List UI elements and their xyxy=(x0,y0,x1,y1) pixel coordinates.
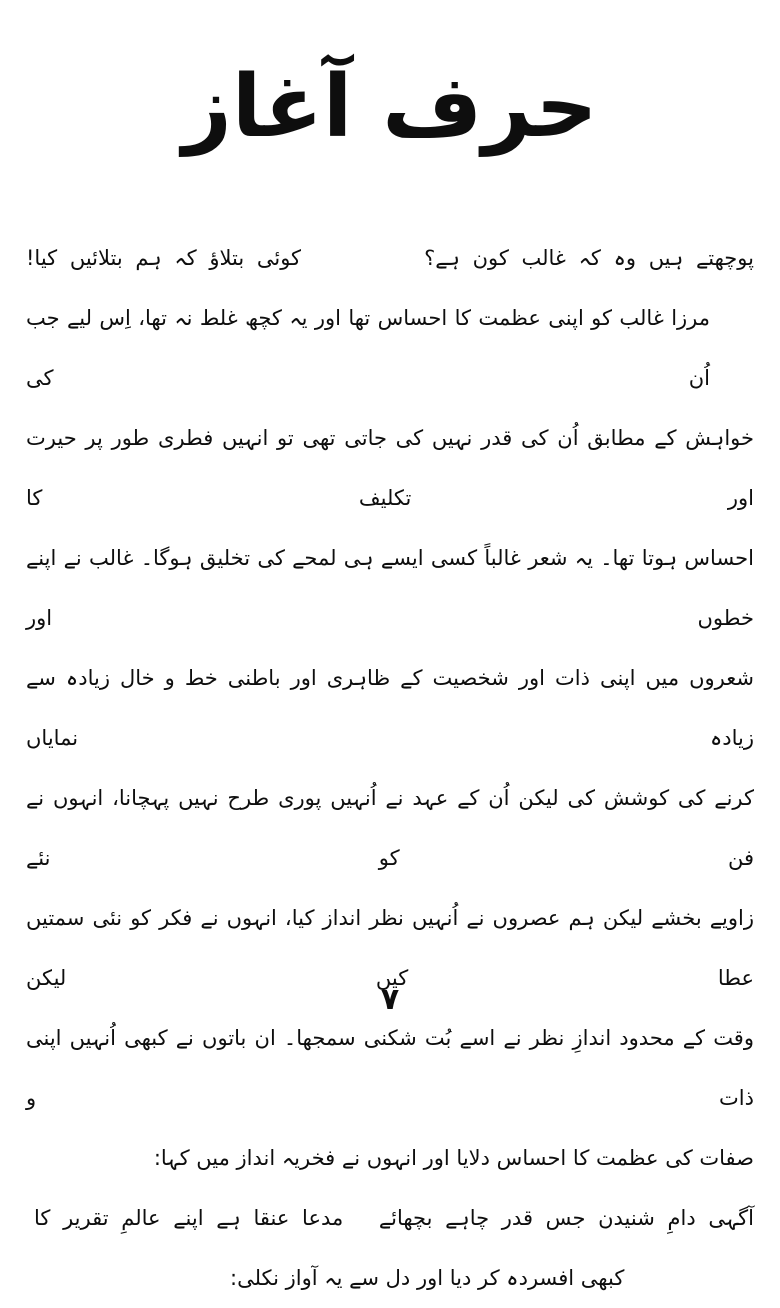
page-title: حرف آغاز xyxy=(182,57,598,157)
closing-prose-line: کبھی افسردہ کر دیا اور دل سے یہ آواز نکلی: xyxy=(230,1266,625,1290)
prose-line: وقت کے محدود اندازِ نظر نے اسے بُت شکنی سمجھا۔ ان باتوں نے کبھی اُنہیں اپنی ذات و xyxy=(26,1026,754,1110)
prose-line: زاویے بخشے لیکن ہم عصروں نے اُنہیں نظر انداز کیا، انہوں نے فکر کو نئی سمتیں عطا کیں لیکن xyxy=(26,906,754,990)
prose-line: مرزا غالب کو اپنی عظمت کا احساس تھا اور یہ کچھ غلط نہ تھا، اِس لیے جب اُن کی xyxy=(26,306,710,390)
prose-line: صفات کی عظمت کا احساس دلایا اور انہوں نے فخریہ انداز میں کہا: xyxy=(153,1146,754,1170)
text-block xyxy=(0,170,780,1308)
opening-verse-hemistich-right: پوچھتے ہیں وہ کہ غالب کون ہے؟ xyxy=(424,246,754,270)
prose-line: احساس ہوتا تھا۔ یہ شعر غالباً کسی ایسے ہی لمحے کی تخلیق ہوگا۔ غالب نے اپنے خطوں اور xyxy=(26,546,754,630)
prose-line: شعروں میں اپنی ذات اور شخصیت کے ظاہری اور باطنی خط و خال زیادہ سے زیادہ نمایاں xyxy=(26,666,754,750)
prose-line: خواہش کے مطابق اُن کی قدر نہیں کی جاتی تھی تو انہیں فطری طور پر حیرت اور تکلیف کا xyxy=(26,426,754,510)
quoted-verse-line xyxy=(26,1188,754,1248)
opening-verse-hemistich-left: کوئی بتلاؤ کہ ہم بتلائیں کیا! xyxy=(26,246,302,270)
quoted-verse-hemistich-left: مدعا عنقا ہے اپنے عالمِ تقریر کا xyxy=(34,1206,344,1230)
prose-line: کرنے کی کوشش کی لیکن اُن کے عہد نے اُنہیں پوری طرح نہیں پہچانا، انہوں نے فن کو نئے xyxy=(26,786,754,870)
opening-verse-line xyxy=(26,228,754,288)
page-number: ۷ xyxy=(380,982,400,1017)
quoted-verse-hemistich-right: آگہی دامِ شنیدن جس قدر چاہے بچھائے xyxy=(378,1206,754,1230)
